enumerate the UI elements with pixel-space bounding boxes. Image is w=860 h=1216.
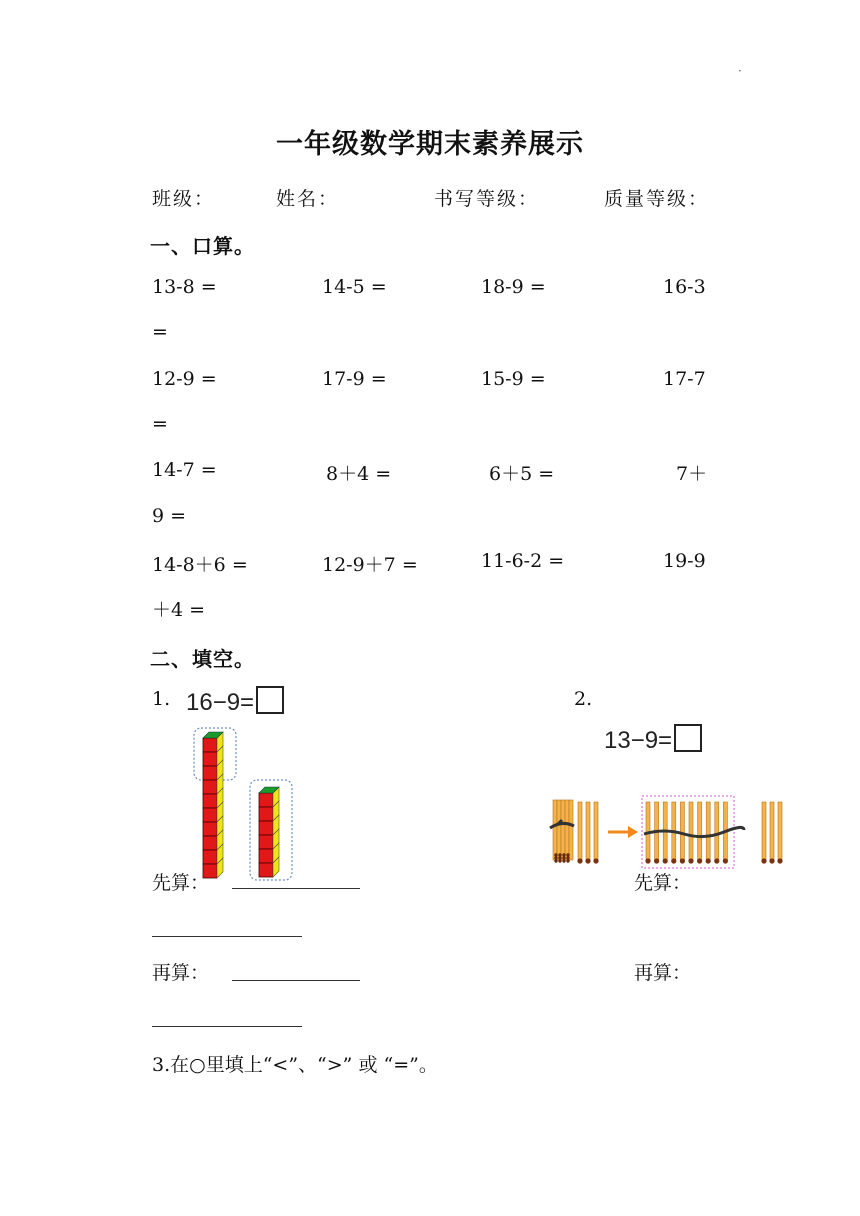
stick <box>715 802 719 860</box>
stick-end <box>654 858 659 863</box>
problem: 16-3 <box>663 276 706 298</box>
question-1-number: 1. <box>152 688 171 710</box>
stick-end <box>714 858 719 863</box>
cube-front <box>203 808 217 822</box>
bundle-end <box>554 856 557 859</box>
quality-grade-label: 质量等级： <box>604 188 710 210</box>
problem: 17-9 = <box>322 368 387 390</box>
bundle-end <box>566 853 569 856</box>
expression-text: 16−9= <box>186 689 255 716</box>
first-calc-label-left: 先算： <box>152 872 210 894</box>
stick-end <box>645 858 650 863</box>
problem: 12-9 = <box>152 368 217 390</box>
name-label: 姓名： <box>276 188 340 210</box>
problem-wrap: 9 = <box>152 505 187 527</box>
writing-grade-label: 书写等级： <box>434 188 540 210</box>
cube-front <box>259 793 273 807</box>
bundle-stick <box>569 800 573 860</box>
question-2-expression <box>604 724 702 755</box>
bundle-end <box>566 856 569 859</box>
cube-front <box>259 849 273 863</box>
bundle-end <box>562 859 565 862</box>
problem: 11-6-2 = <box>481 550 565 572</box>
section-1-heading: 一、口算。 <box>150 234 255 258</box>
bundle-end <box>566 859 569 862</box>
then-calc-label-left: 再算： <box>152 962 210 984</box>
class-label: 班级： <box>152 188 216 210</box>
cube-front <box>259 807 273 821</box>
stick-bundles <box>550 796 783 868</box>
stick <box>698 802 702 860</box>
problem: 15-9 = <box>481 368 546 390</box>
stick-end <box>761 858 766 863</box>
stick <box>689 802 693 860</box>
cube-front <box>203 850 217 864</box>
bundle-stick <box>557 800 561 860</box>
problem: 14-7 = <box>152 459 217 481</box>
stick <box>594 802 598 860</box>
cube-front <box>259 821 273 835</box>
question-2-number: 2. <box>574 688 593 710</box>
cube-front <box>203 766 217 780</box>
stick <box>646 802 650 860</box>
bundle-end <box>554 853 557 856</box>
bundle-end <box>562 856 565 859</box>
stick-end <box>671 858 676 863</box>
problem: 7＋ <box>676 463 708 485</box>
bundle-stick <box>565 800 569 860</box>
bundle-end <box>554 859 557 862</box>
first-calc-blank-right[interactable] <box>152 918 302 937</box>
question-3-text: 3.在○里填上“<”、“>” 或 “=”。 <box>152 1054 438 1076</box>
then-calc-blank-left[interactable] <box>232 962 360 981</box>
then-calc-label-right: 再算： <box>634 962 692 984</box>
stick-end <box>593 858 598 863</box>
stick <box>680 802 684 860</box>
expression-text: 13−9= <box>604 727 673 754</box>
answer-box[interactable] <box>256 686 284 714</box>
stick-end <box>680 858 685 863</box>
bundle-stick <box>553 800 557 860</box>
then-calc-blank-right[interactable] <box>152 1008 302 1027</box>
cube-front <box>203 822 217 836</box>
stick-end <box>663 858 668 863</box>
stick-end <box>585 858 590 863</box>
first-calc-blank-left[interactable] <box>232 870 360 889</box>
cube-front <box>259 835 273 849</box>
problem: 13-8 = <box>152 276 217 298</box>
section-2-heading: 二、填空。 <box>150 647 255 671</box>
problem-wrap: = <box>152 413 168 435</box>
problem: 18-9 = <box>481 276 546 298</box>
problem: 12-9＋7 = <box>322 554 418 576</box>
untied-rope <box>644 827 744 836</box>
problem-wrap: = <box>152 321 168 343</box>
bundle-stick <box>561 800 565 860</box>
first-calc-label-right: 先算： <box>634 872 692 894</box>
stick <box>586 802 590 860</box>
bundle-end <box>558 853 561 856</box>
page-title: 一年级数学期末素养展示 <box>276 129 584 160</box>
problem: 8＋4 = <box>326 463 392 485</box>
cube-rods-figure <box>186 726 298 882</box>
stick <box>578 802 582 860</box>
problem: 6＋5 = <box>489 463 555 485</box>
stick <box>770 802 774 860</box>
stick-end <box>777 858 782 863</box>
question-1-expression <box>186 686 284 717</box>
stick <box>706 802 710 860</box>
problem: 17-7 <box>663 368 706 390</box>
bundle-end <box>558 859 561 862</box>
stick-end <box>769 858 774 863</box>
cube-front <box>203 752 217 766</box>
problem: 19-9 <box>663 550 706 572</box>
problem: 14-8＋6 = <box>152 554 248 576</box>
cube-front <box>203 836 217 850</box>
stick-end <box>688 858 693 863</box>
cube-front <box>203 794 217 808</box>
stick-end <box>697 858 702 863</box>
stick-end <box>723 858 728 863</box>
corner-mark: · <box>738 64 742 78</box>
problem-wrap: ＋4 = <box>152 599 206 621</box>
cube-rods <box>194 728 292 880</box>
cube-front <box>203 738 217 752</box>
stick <box>762 802 766 860</box>
bundle-end <box>562 853 565 856</box>
answer-box[interactable] <box>674 724 702 752</box>
bundle-end <box>558 856 561 859</box>
stick-end <box>706 858 711 863</box>
stick <box>778 802 782 860</box>
arrow-head <box>628 826 638 838</box>
stick-end <box>577 858 582 863</box>
cube-front <box>203 780 217 794</box>
problem: 14-5 = <box>322 276 387 298</box>
sticks-figure <box>548 794 790 870</box>
